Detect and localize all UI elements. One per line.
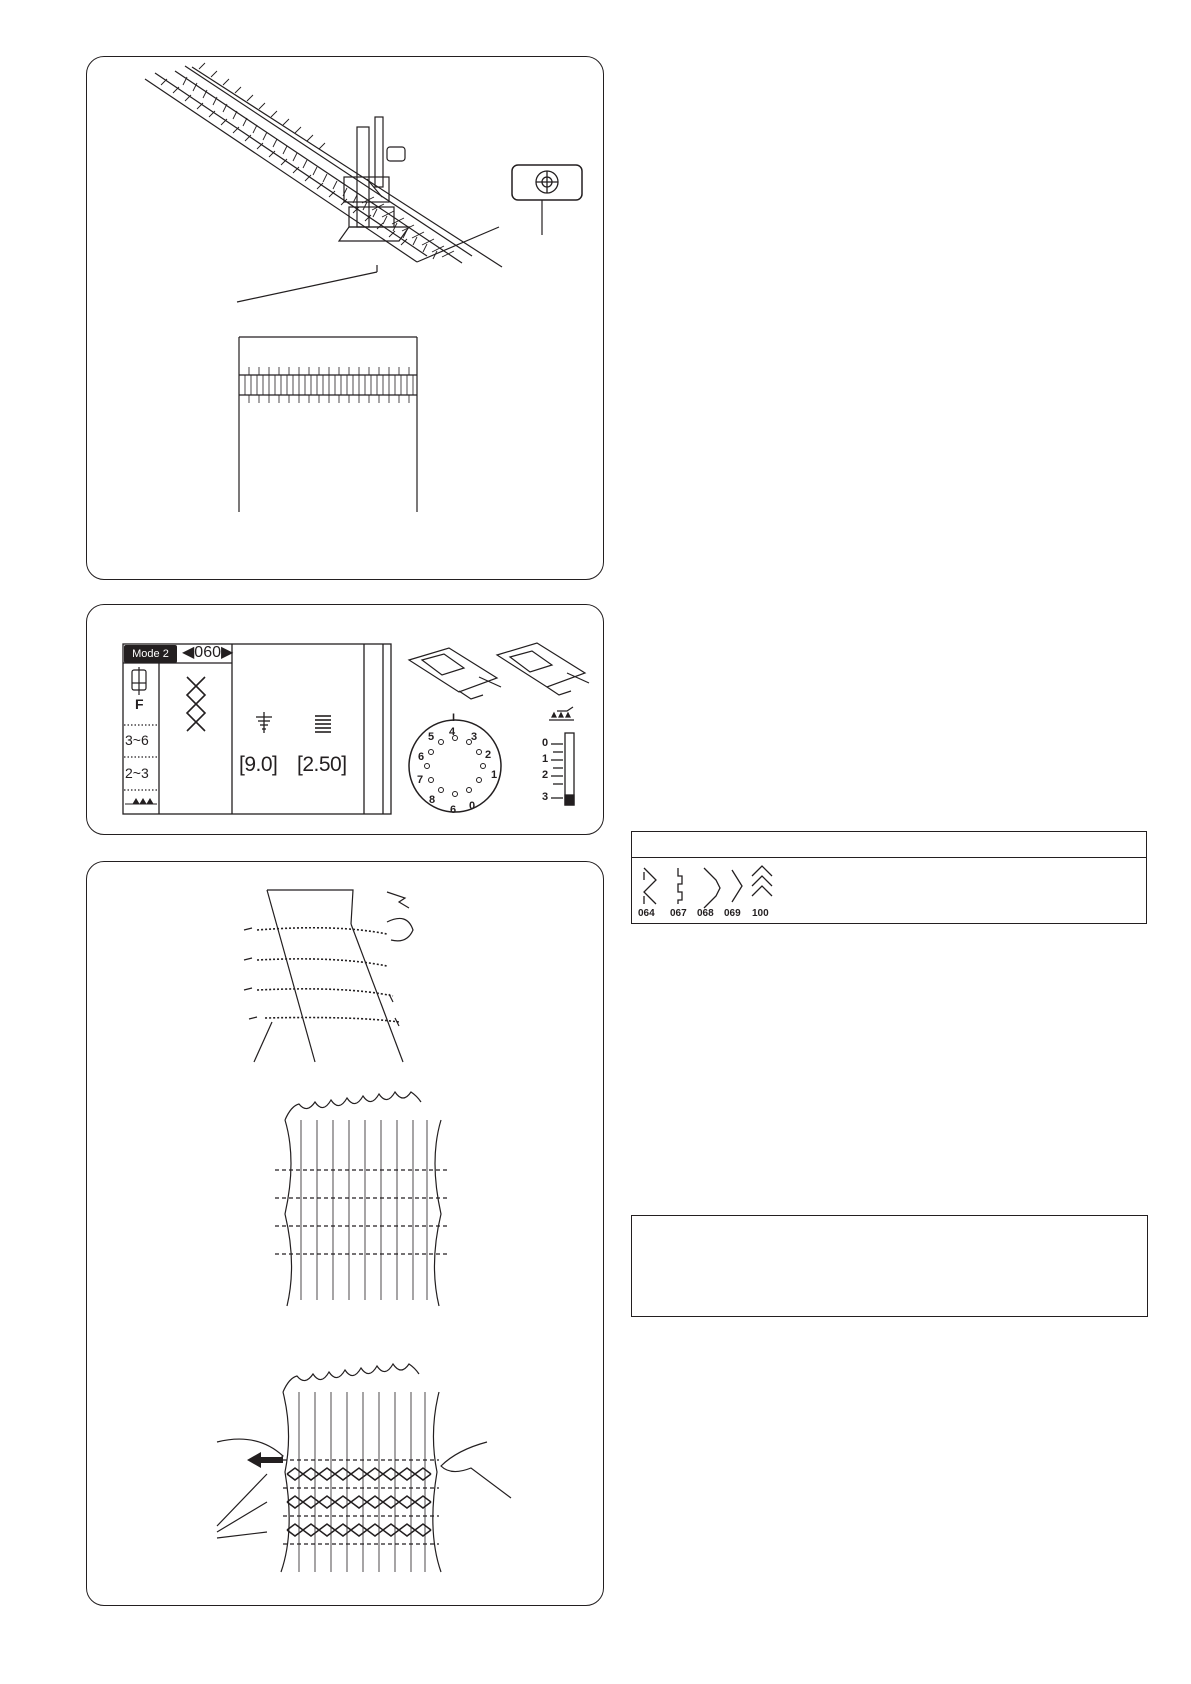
pressure-label: 1	[542, 753, 549, 765]
dial-number: 2	[485, 749, 492, 761]
note-box	[631, 1215, 1148, 1317]
foot-letter: F	[135, 696, 144, 712]
stitch-number: 068	[697, 908, 714, 919]
tension-range: 3~6	[125, 732, 149, 748]
cord-diagram	[239, 337, 417, 512]
stitch-number: 067	[670, 908, 687, 919]
dial-number: 1	[491, 769, 498, 781]
figure-panel-sewing-foot	[86, 56, 604, 580]
stitch-pattern-table	[631, 831, 1147, 924]
pressure-label: 0	[542, 737, 549, 749]
dial-number: 8	[429, 794, 436, 806]
stitch-number: 064	[638, 908, 655, 919]
stitch-067-icon	[678, 868, 682, 904]
smocking-stitch-icon	[187, 677, 205, 731]
pressure-label: 3	[542, 791, 549, 803]
arrow-left-icon	[247, 1452, 283, 1468]
pressure-icon	[549, 707, 574, 720]
mode-label: Mode 2	[124, 645, 177, 663]
dial-number: 5	[428, 731, 435, 743]
stitch-width-icon	[256, 712, 272, 733]
stitch-064-icon	[644, 868, 656, 904]
dial-number: 4	[449, 726, 456, 738]
presser-foot-icon	[132, 667, 146, 695]
sewing-foot-illustration	[87, 57, 605, 581]
dial-number: 6	[418, 751, 425, 763]
width-value: [9.0]	[239, 753, 278, 776]
dial-number: 7	[417, 774, 424, 786]
stitch-068-icon	[704, 868, 720, 908]
figure-panel-settings	[86, 604, 604, 835]
stitch-number: 100	[752, 908, 769, 919]
feed-dog-icon	[125, 799, 157, 804]
stitch-number: 069	[724, 908, 741, 919]
stitch-length-icon	[315, 716, 331, 732]
length-value: [2.50]	[297, 753, 347, 776]
dial-top-mark: I	[452, 712, 456, 724]
stitch-100-icon	[752, 866, 772, 896]
pressure-label: 2	[542, 769, 549, 781]
presser-foot-F-illustration	[409, 648, 501, 699]
presser-foot-open-toe-illustration	[497, 643, 589, 695]
pressure-scale-illustration	[551, 733, 574, 805]
lcd-screen-illustration	[87, 605, 605, 836]
dial-number: 3	[471, 731, 478, 743]
figure-panel-smocking	[86, 861, 604, 1606]
smocking-illustration	[87, 862, 605, 1607]
pattern-number: ◀060▶	[182, 644, 234, 661]
pressure-range: 2~3	[125, 765, 149, 781]
stitch-069-icon	[732, 870, 742, 902]
quadrant-circle-icon	[536, 171, 558, 193]
dial-number: 6	[450, 804, 457, 816]
dial-number: 0	[469, 800, 476, 812]
